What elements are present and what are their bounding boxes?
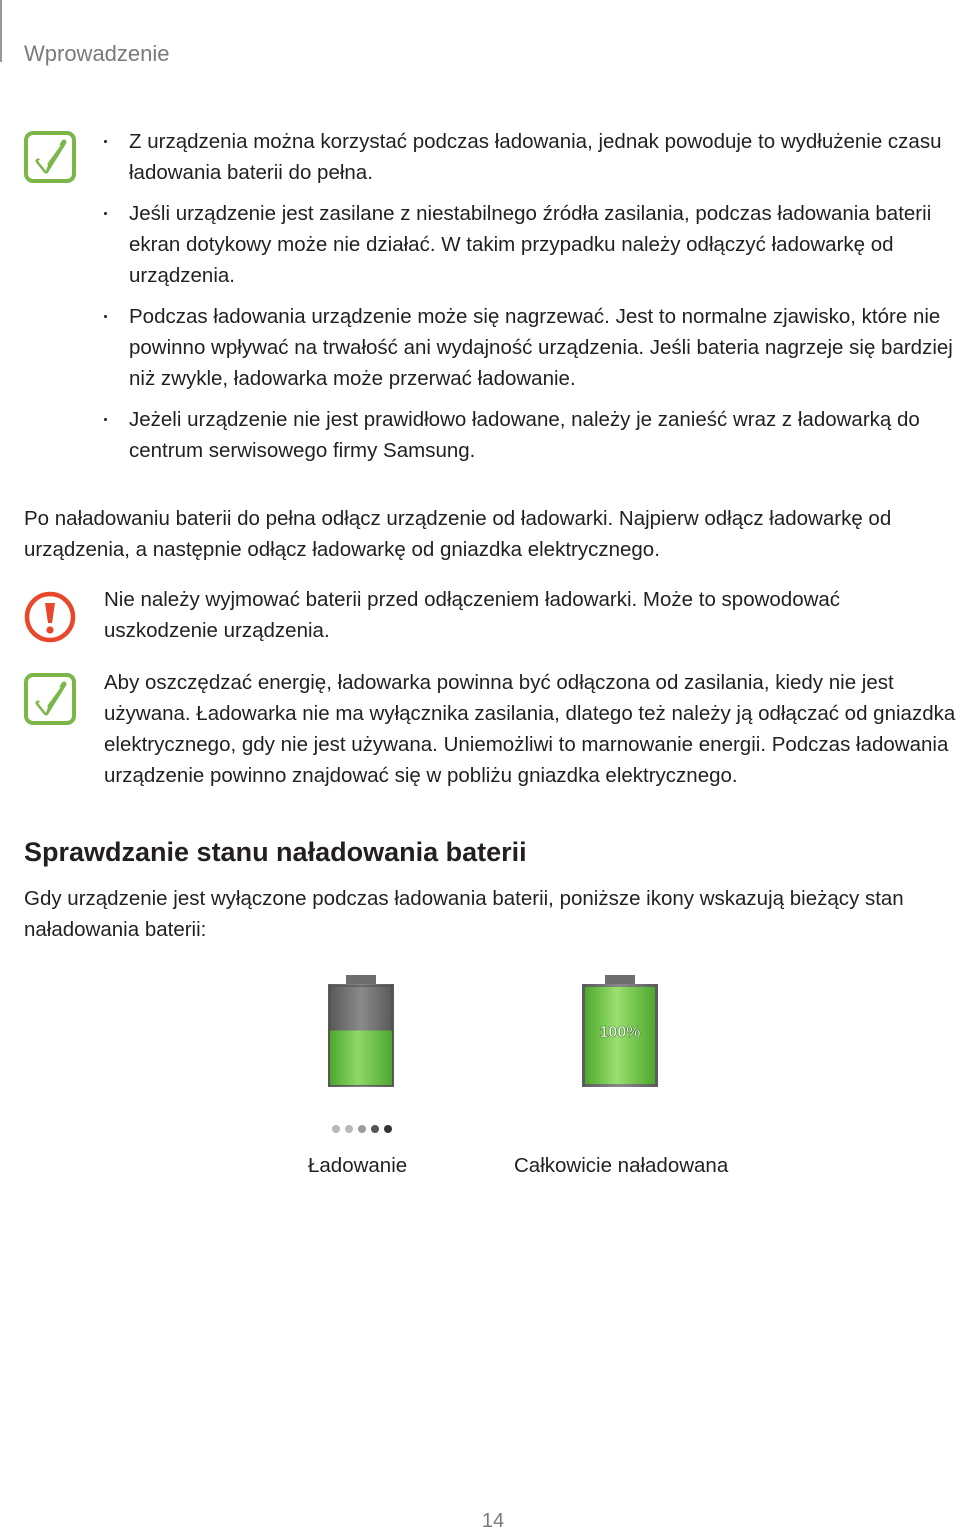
bullet-dot (104, 418, 107, 421)
list-item (104, 126, 956, 188)
battery-full-icon (582, 975, 658, 1092)
warning-text: Nie należy wyjmować baterii przed odłączeniem ładowarki. Może to spowodować uszkodzenie urządzenia. (104, 588, 841, 642)
header-rule (0, 0, 2, 62)
notes-bullet-list (104, 126, 956, 476)
charging-progress-dots (332, 1125, 392, 1135)
progress-dot (332, 1125, 340, 1133)
battery-charging-icon (328, 975, 394, 1092)
paragraph-unplug: Po naładowaniu baterii do pełna odłącz urządzenie od ładowarki. Najpierw odłącz ładowarkę od urządzenia, a następnie odłącz ładowarkę od gniazdka elektrycznego. (24, 507, 892, 561)
progress-dot (358, 1125, 366, 1133)
bullet-text: Jeśli urządzenie jest zasilane z niestabilnego źródła zasilania, podczas ładowania baterii ekran dotykowy może nie działać. W takim przypadku należy odłączyć ładowarkę od urządzenia. (129, 202, 932, 287)
page-header-title: Wprowadzenie (24, 41, 170, 66)
bullet-text: Jeżeli urządzenie nie jest prawidłowo ładowane, należy je zanieść wraz z ładowarką do centrum serwisowego firmy Samsung. (129, 408, 920, 462)
full-caption: Całkowicie naładowana (514, 1154, 729, 1177)
section-heading: Sprawdzanie stanu naładowania baterii (24, 837, 527, 867)
bullet-dot (104, 315, 107, 318)
list-item (104, 198, 956, 291)
page-number: 14 (481, 1510, 505, 1532)
section-intro: Gdy urządzenie jest wyłączone podczas ładowania baterii, poniższe ikony wskazują bieżący stan naładowania baterii: (24, 887, 904, 941)
battery-full-label: 100% (599, 1024, 641, 1041)
charging-caption: Ładowanie (308, 1154, 408, 1177)
list-item (104, 404, 956, 466)
progress-dot (384, 1125, 392, 1133)
bullet-text: Z urządzenia można korzystać podczas ładowania, jednak powoduje to wydłużenie czasu ładowania baterii do pełna. (129, 130, 942, 184)
note-pencil-icon (24, 673, 76, 725)
progress-dot (345, 1125, 353, 1133)
note-pencil-icon (24, 131, 76, 183)
list-item (104, 301, 956, 394)
bullet-text: Podczas ładowania urządzenie może się nagrzewać. Jest to normalne zjawisko, które nie powinno wpływać na trwałość ani wydajność urządzenia. Jeśli bateria nagrzeje się bardziej niż zwykle, ładowarka może przerwać ładowanie. (129, 305, 953, 390)
bullet-dot (104, 140, 107, 143)
progress-dot (371, 1125, 379, 1133)
bullet-dot (104, 212, 107, 215)
energy-note-text: Aby oszczędzać energię, ładowarka powinna być odłączona od zasilania, kiedy nie jest używana. Ładowarka nie ma wyłącznika zasilania, dlatego też należy ją odłączać od gniazdka elektrycznego, gdy nie jest używana. Uniemożliwi to marnowanie energii. Podczas ładowania urządzenie powinno znajdować się w pobliżu gniazdka elektrycznego. (104, 671, 956, 787)
warning-exclamation-icon (24, 591, 76, 643)
